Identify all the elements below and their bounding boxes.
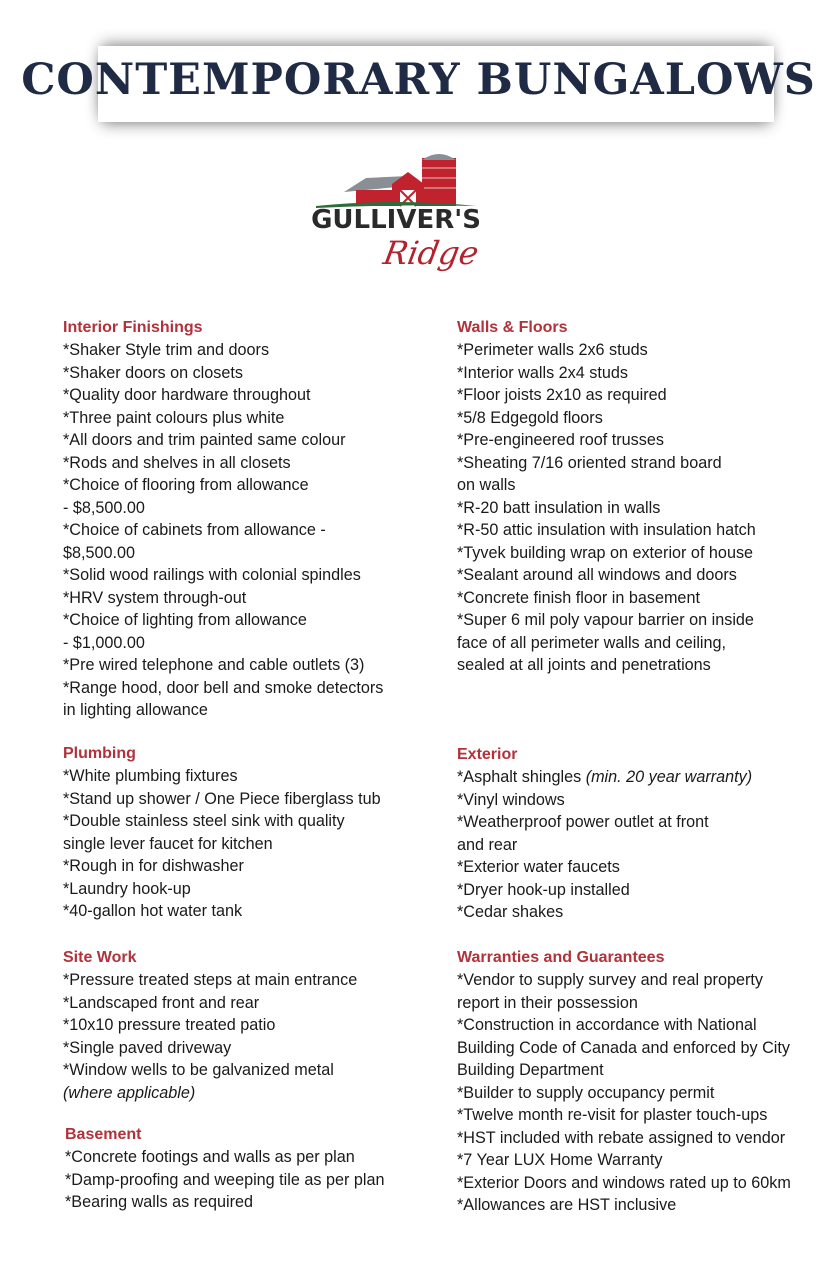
site-work-list [63, 969, 443, 1082]
walls-floors-section [457, 317, 837, 677]
list-item: Building Department [457, 1061, 604, 1079]
list-item: *Sealant around all windows and doors [457, 566, 737, 584]
site-work-section [63, 947, 443, 1104]
list-item: *Pre wired telephone and cable outlets (3) [63, 656, 365, 674]
list-item: *Dryer hook-up installed [457, 880, 630, 899]
list-item: *Choice of flooring from allowance [63, 476, 309, 494]
list-item: *Single paved driveway [63, 1038, 232, 1057]
list-item: *Choice of cabinets from allowance - [63, 521, 326, 539]
list-item: *Range hood, door bell and smoke detectors [63, 678, 384, 697]
list-item: *Construction in accordance with National [457, 1016, 757, 1034]
list-item: *Concrete footings and walls as per plan [65, 1148, 355, 1166]
list-item: *Interior walls 2x4 studs [457, 363, 628, 382]
list-item: *Rods and shelves in all closets [63, 453, 291, 472]
list-item: and rear [457, 835, 518, 854]
site-work-note: (where applicable) [63, 1083, 196, 1102]
list-item: *Solid wood railings with colonial spindles [63, 566, 361, 584]
list-item: *Shaker Style trim and doors [63, 341, 270, 359]
list-item: *Landscaped front and rear [63, 993, 260, 1012]
list-item: *Stand up shower / One Piece fiberglass tub [63, 789, 381, 808]
list-item: on walls [457, 476, 516, 494]
gullivers-ridge-logo [296, 148, 496, 278]
list-item: - $8,500.00 [63, 498, 145, 517]
list-item: *Double stainless steel sink with quality [63, 812, 345, 830]
list-item: *Sheating 7/16 oriented strand board [457, 453, 722, 472]
logo-script: Ridge [380, 234, 482, 272]
list-item: *Window wells to be galvanized metal [63, 1061, 334, 1079]
exterior-section [457, 744, 837, 924]
list-item: *Floor joists 2x10 as required [457, 386, 667, 404]
section-heading: Basement [65, 1126, 142, 1143]
list-item: *Rough in for dishwasher [63, 857, 244, 875]
logo-name: GULLIVER'S [311, 205, 481, 235]
section-heading: Interior Finishings [63, 319, 203, 336]
list-item: *Shaker doors on closets [63, 363, 243, 382]
list-item: single lever faucet for kitchen [63, 834, 273, 853]
list-item: *White plumbing fixtures [63, 767, 238, 785]
list-item: *Bearing walls as required [65, 1193, 254, 1211]
site-work-note-list [63, 1082, 443, 1105]
list-item: *Builder to supply occupancy permit [457, 1083, 715, 1102]
list-item: *R-50 attic insulation with insulation hatch [457, 521, 756, 539]
list-item: report in their possession [457, 993, 638, 1012]
warranties-section [457, 947, 837, 1217]
list-item: face of all perimeter walls and ceiling, [457, 633, 727, 652]
list-item: *Weatherproof power outlet at front [457, 813, 709, 831]
list-item: *Allowances are HST inclusive [457, 1196, 677, 1214]
exterior-list-rest [457, 789, 837, 924]
list-item: - $1,000.00 [63, 633, 145, 652]
list-item: Building Code of Canada and enforced by City [457, 1038, 790, 1057]
list-item: *Tyvek building wrap on exterior of house [457, 543, 754, 562]
section-heading: Plumbing [63, 745, 136, 762]
list-item: *Choice of lighting from allowance [63, 611, 307, 629]
list-item: *Vendor to supply survey and real property [457, 971, 763, 989]
basement-list [65, 1146, 445, 1214]
list-item: *Exterior water faucets [457, 858, 620, 876]
list-item: *5/8 Edgegold floors [457, 408, 603, 427]
list-item: *Super 6 mil poly vapour barrier on inside [457, 611, 754, 629]
page-title: CONTEMPORARY BUNGALOWS [21, 55, 816, 105]
list-item: *40-gallon hot water tank [63, 902, 243, 920]
list-item: in lighting allowance [63, 701, 208, 719]
section-heading: Exterior [457, 746, 518, 763]
list-item: *Pre-engineered roof trusses [457, 431, 664, 449]
list-item: *Laundry hook-up [63, 879, 191, 898]
barn-silo-icon [296, 148, 496, 208]
list-item: *All doors and trim painted same colour [63, 431, 346, 449]
list-item: *10x10 pressure treated patio [63, 1016, 276, 1034]
list-item: *Twelve month re-visit for plaster touch-ups [457, 1106, 768, 1124]
list-item: *7 Year LUX Home Warranty [457, 1151, 663, 1169]
section-heading: Warranties and Guarantees [457, 949, 665, 966]
list-item: *Vinyl windows [457, 790, 565, 809]
basement-section [65, 1124, 445, 1214]
list-item: *HRV system through-out [63, 588, 247, 607]
warranties-list [457, 969, 837, 1217]
section-heading: Site Work [63, 949, 137, 966]
list-item: *Concrete finish floor in basement [457, 588, 700, 607]
list-item: *HST included with rebate assigned to vendor [457, 1128, 786, 1147]
list-item: *Exterior Doors and windows rated up to 60km [457, 1173, 791, 1192]
list-item: sealed at all joints and penetrations [457, 656, 711, 674]
list-item: *R-20 batt insulation in walls [457, 498, 661, 517]
walls-list [457, 339, 837, 677]
section-heading: Walls & Floors [457, 319, 568, 336]
list-item: *Quality door hardware throughout [63, 386, 311, 404]
list-item: *Perimeter walls 2x6 studs [457, 341, 648, 359]
interior-finishings-section [63, 317, 443, 722]
list-item: *Asphalt shingles (min. 20 year warranty) [457, 768, 753, 786]
exterior-list [457, 766, 837, 789]
list-item: *Pressure treated steps at main entrance [63, 971, 358, 989]
plumbing-section [63, 743, 443, 923]
list-item: *Cedar shakes [457, 903, 564, 921]
list-item: $8,500.00 [63, 543, 136, 562]
list-item: *Damp-proofing and weeping tile as per plan [65, 1170, 385, 1189]
plumbing-list [63, 765, 443, 923]
list-item: *Three paint colours plus white [63, 408, 285, 427]
interior-list [63, 339, 443, 722]
